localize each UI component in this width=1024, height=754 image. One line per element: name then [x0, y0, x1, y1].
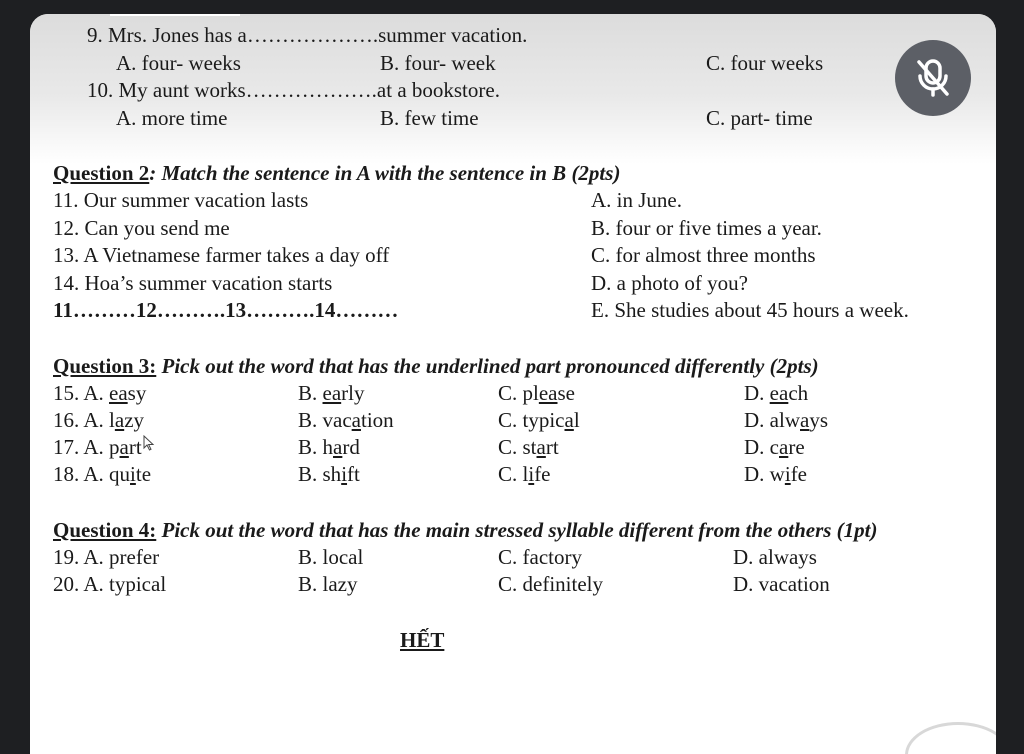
q9-option-c: C. four weeks: [706, 51, 824, 75]
q19-option-d: D. always: [733, 545, 817, 569]
q4-heading: [53, 518, 878, 542]
q15-option-c: C. please: [498, 381, 575, 405]
q17-option-d: D. care: [744, 435, 805, 459]
q2-left-11: 11. Our summer vacation lasts: [53, 188, 309, 212]
q2-right-a: A. in June.: [591, 188, 682, 212]
q4-instruction: Pick out the word that has the main stressed syllable different from the others (1pt): [156, 518, 878, 542]
q20-option-b: B. lazy: [298, 572, 358, 596]
q17-option-b: B. hard: [298, 435, 360, 459]
q2-right-e: E. She studies about 45 hours a week.: [591, 298, 909, 322]
q20-option-d: D. vacation: [733, 572, 830, 596]
q15-option-b: B. early: [298, 381, 365, 405]
q9-option-a: A. four- weeks: [116, 51, 241, 75]
q3-heading: [53, 354, 819, 378]
q19-option-a: 19. A. prefer: [53, 545, 160, 569]
q2-left-14: 14. Hoa’s summer vacation starts: [53, 271, 333, 295]
q17-option-a: 17. A. part: [53, 435, 155, 459]
q3-instruction: Pick out the word that has the underlined part pronounced differently (2pts): [156, 354, 819, 378]
q3-label: Question 3:: [53, 354, 157, 378]
q19-option-b: B. local: [298, 545, 364, 569]
q10-option-c: C. part- time: [706, 106, 813, 130]
q16-option-d: D. always: [744, 408, 829, 432]
q20-option-c: C. definitely: [498, 572, 603, 596]
q18-option-c: C. life: [498, 462, 551, 486]
end-marker: HẾT: [400, 628, 445, 652]
q2-right-d: D. a photo of you?: [591, 271, 748, 295]
q2-right-c: C. for almost three months: [591, 243, 816, 267]
q2-left-13: 13. A Vietnamese farmer takes a day off: [53, 243, 390, 267]
q9-stem: 9. Mrs. Jones has a……………….summer vacation.: [87, 23, 528, 47]
worksheet-page: [30, 14, 996, 754]
mouse-cursor-icon: [143, 435, 155, 451]
q2-heading: [53, 161, 620, 185]
q20-option-a: 20. A. typical: [53, 572, 167, 596]
cropped-text: [110, 14, 240, 16]
q10-option-a: A. more time: [116, 106, 228, 130]
q16-option-b: B. vacation: [298, 408, 394, 432]
q2-answer-line: 11………12……….13……….14………: [53, 298, 399, 322]
q18-option-b: B. shift: [298, 462, 360, 486]
q2-instruction: : Match the sentence in A with the sentence in B (2pts): [149, 161, 621, 185]
q16-option-a: 16. A. lazy: [53, 408, 145, 432]
q2-left-12: 12. Can you send me: [53, 216, 230, 240]
q19-option-c: C. factory: [498, 545, 582, 569]
q10-option-b: B. few time: [380, 106, 479, 130]
mute-button[interactable]: [895, 40, 971, 116]
q10-stem: 10. My aunt works……………….at a bookstore.: [87, 78, 500, 102]
q4-label: Question 4:: [53, 518, 157, 542]
q17-option-c: C. start: [498, 435, 559, 459]
q16-option-c: C. typical: [498, 408, 580, 432]
q9-option-b: B. four- week: [380, 51, 496, 75]
q2-right-b: B. four or five times a year.: [591, 216, 822, 240]
mic-off-icon: [911, 56, 955, 100]
q15-option-a: 15. A. easy: [53, 381, 147, 405]
floating-bubble[interactable]: [905, 722, 996, 754]
q18-option-a: 18. A. quite: [53, 462, 152, 486]
q15-option-d: D. each: [744, 381, 809, 405]
q18-option-d: D. wife: [744, 462, 808, 486]
q2-label: Question 2: [53, 161, 150, 185]
